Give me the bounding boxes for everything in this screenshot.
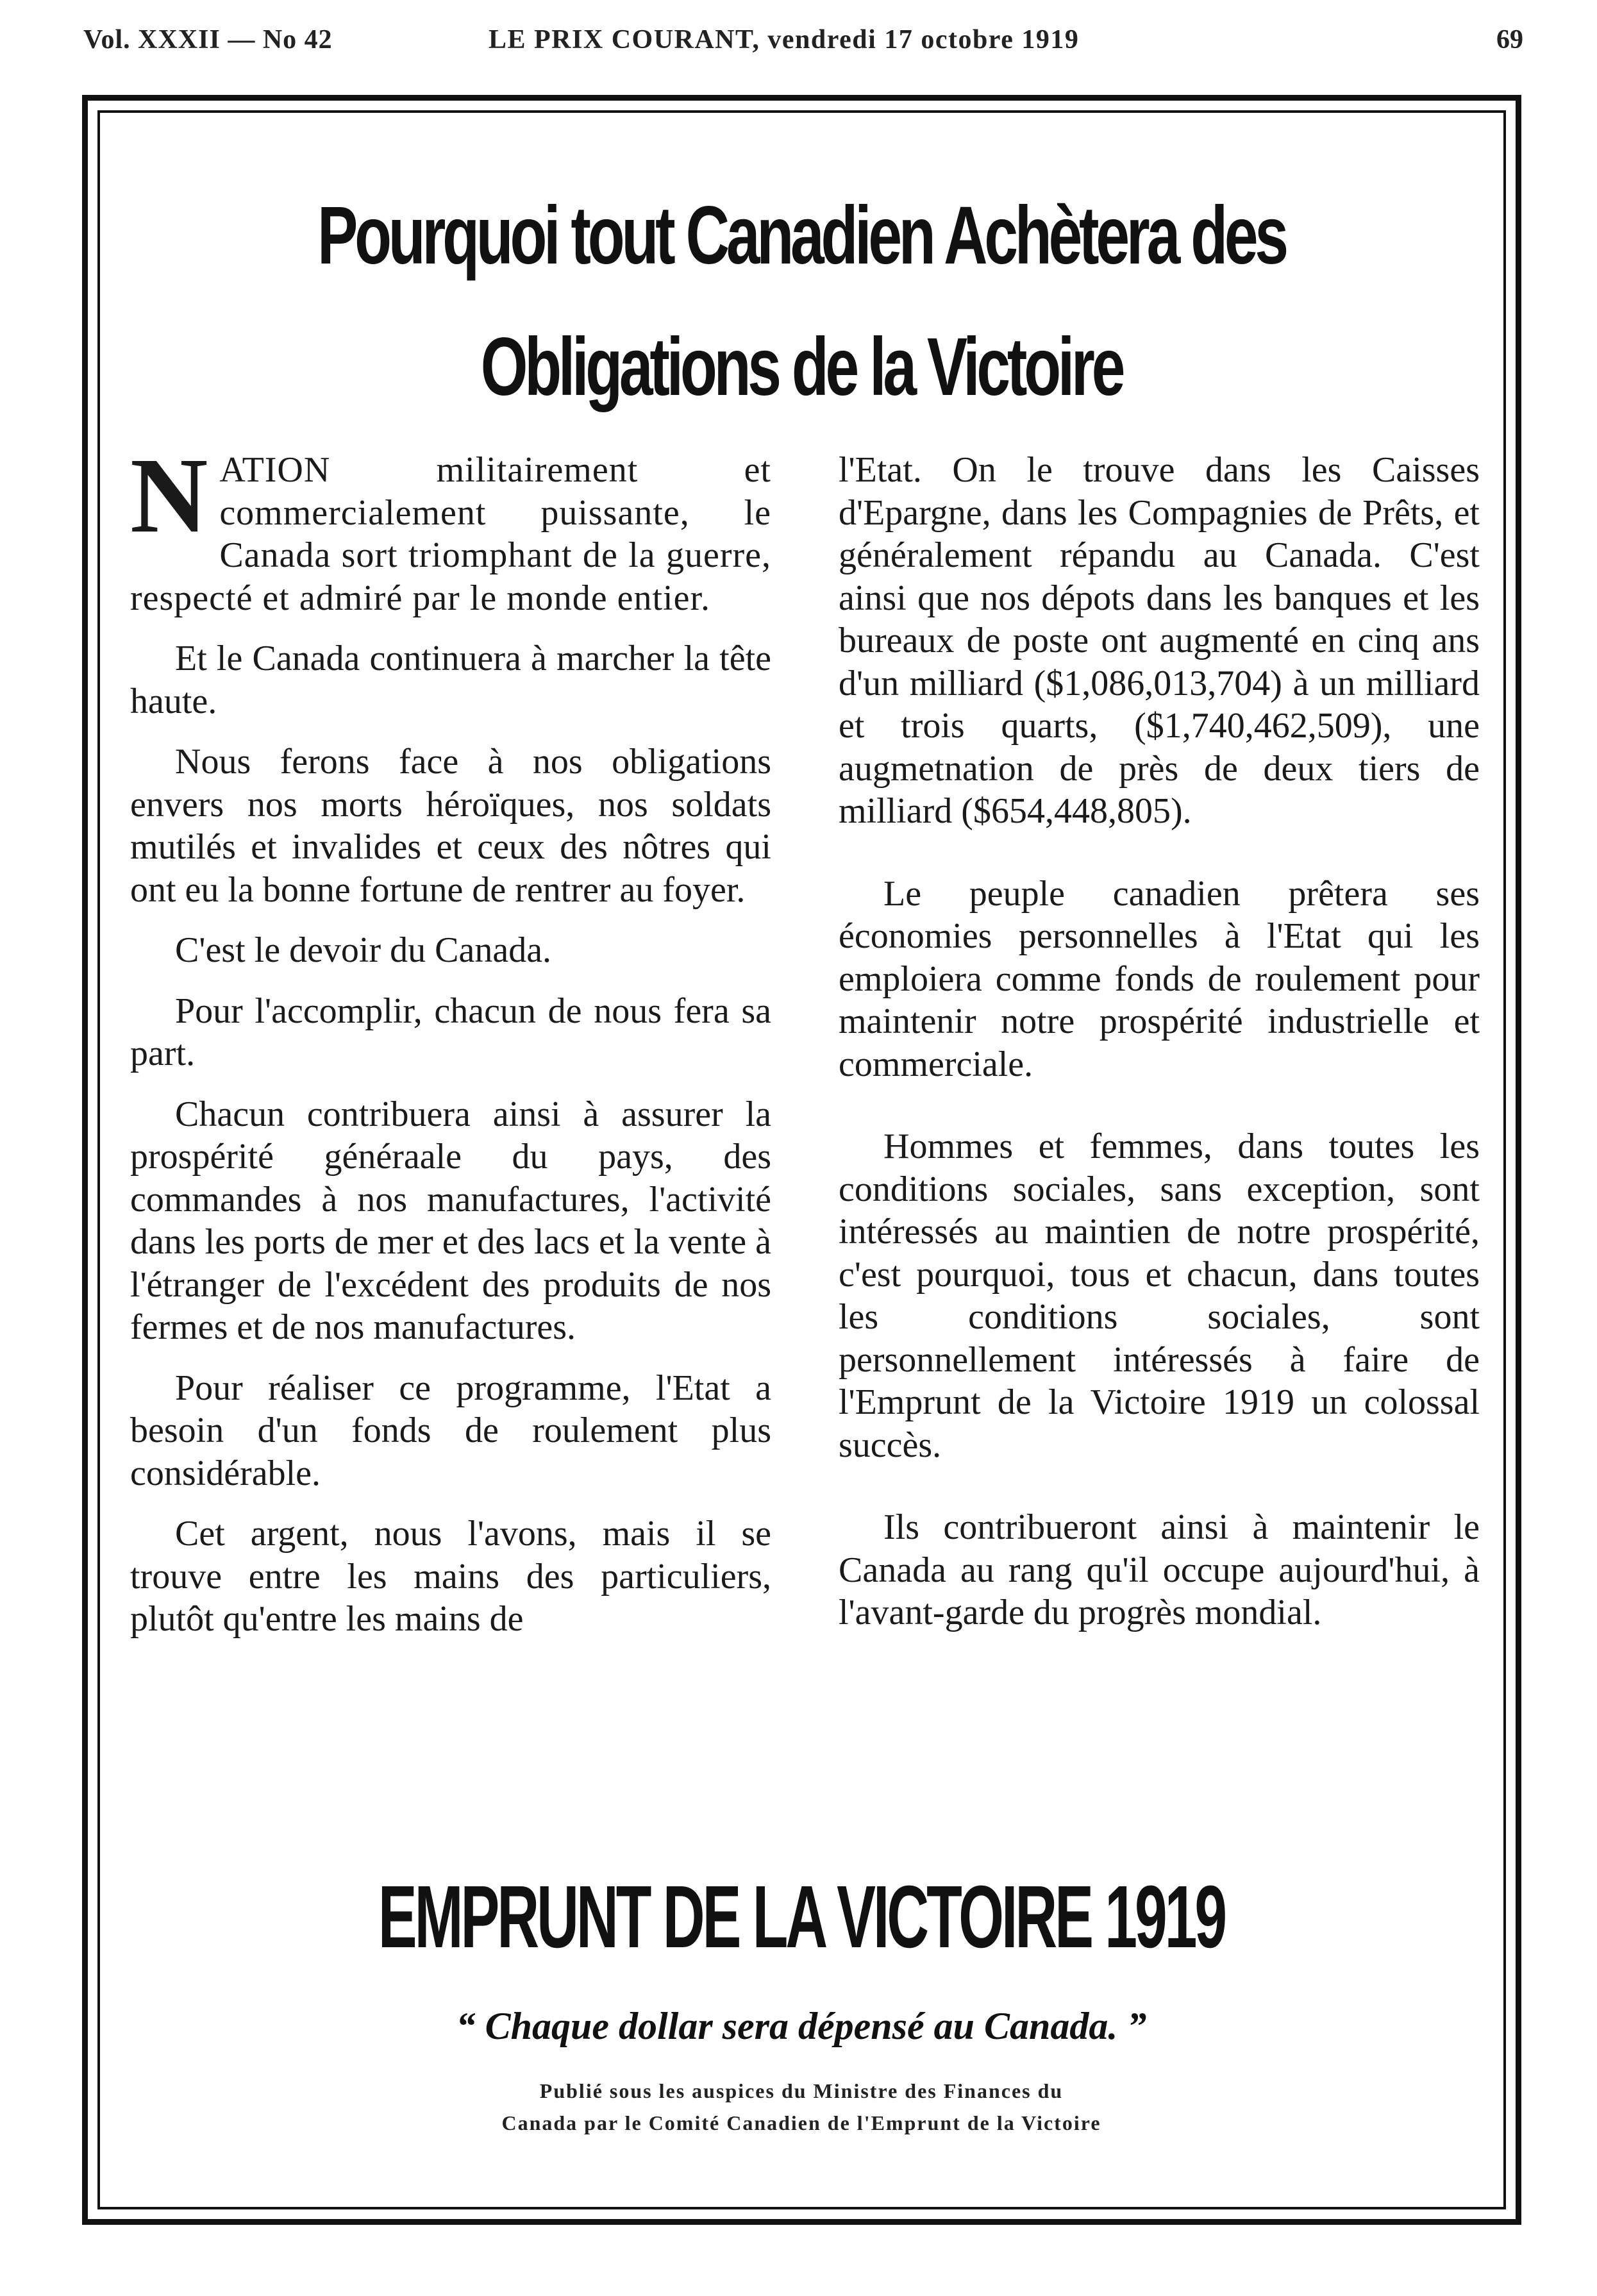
drop-cap: N <box>130 436 208 555</box>
continued-paragraph: l'Etat. On le trouve dans les Caisses d'Epargne, dans les Compagnies de Prêts, et généralement répandu au Canada. C'est ainsi que nos dépots dans les banques et les bureaux de poste ont augmenté en cinq ans d'un milliard ($1,086,013,704) à un milliard et trois quarts, ($1,740,462,509), une augmetnation de près de deux tiers de milliard ($654,448,805). <box>839 450 1480 831</box>
right-column <box>839 449 1480 1674</box>
running-header <box>0 24 1597 69</box>
credit-line: Publié sous les auspices du Ministre des Finances du <box>539 2079 1064 2102</box>
volume-number: Vol. XXXII — No 42 <box>83 25 333 54</box>
body-paragraph: Et le Canada continuera à marcher la tête haute. <box>130 639 771 721</box>
body-paragraph: C'est le devoir du Canada. <box>175 930 552 970</box>
advert-title: Pourquoi tout Canadien Achètera des Obligations de la Victoire <box>317 190 1285 413</box>
body-paragraph: Pour réaliser ce programme, l'Etat a besoin d'un fonds de roulement plus considérable. <box>130 1368 771 1493</box>
left-column <box>130 436 771 1659</box>
body-paragraph: Le peuple canadien prêtera ses économies personnelles à l'Etat qui les emploiera comme fonds de roulement pour maintenir notre prospérité industrielle et commerciale. <box>839 873 1480 1084</box>
campaign-name: EMPRUNT DE LA VICTOIRE 1919 <box>378 1868 1225 1966</box>
lead-paragraph <box>130 436 771 619</box>
body-paragraph: Chacun contribuera ainsi à assurer la prospérité généraale du pays, des commandes à nos manufactures, l'activité dans les ports de mer et des lacs et la vente à l'étranger de l'excédent des produits de nos fermes et de nos manufactures. <box>130 1094 771 1347</box>
body-paragraph: Nous ferons face à nos obligations envers nos morts héroïques, nos soldats mutilés et invalides et ceux des nôtres qui ont eu la bonne fortune de rentrer au foyer. <box>130 742 771 910</box>
credit-line: Canada par le Comité Canadien de l'Emprunt de la Victoire <box>501 2111 1101 2134</box>
body-paragraph: Hommes et femmes, dans toutes les conditions sociales, sans exception, sont intéressés au maintien de notre prospérité, c'est pourquoi, tous et chacun, dans toutes les conditions sociales, sont personnellement intéressés à faire de l'Emprunt de la Victoire 1919 un colossal succès. <box>839 1127 1480 1465</box>
lead-paragraph-text: ATION militairement et commercialement puissante, le Canada sort triomphant de la guerre, respecté et admiré par le monde entier. <box>130 450 771 618</box>
publisher-credit <box>128 2075 1475 2139</box>
publication-dateline: LE PRIX COURANT, vendredi 17 octobre 1919 <box>489 25 1080 54</box>
body-paragraph: Pour l'accomplir, chacun de nous fera sa part. <box>130 991 771 1073</box>
body-paragraph: Ils contribueront ainsi à maintenir le Canada au rang qu'il occupe aujourd'hui, à l'avant-garde du progrès mondial. <box>839 1507 1480 1632</box>
body-paragraph: Cet argent, nous l'avons, mais il se trouve entre les mains des particuliers, plutôt qu'entre les mains de <box>130 1514 771 1639</box>
slogan: “ Chaque dollar sera dépensé au Canada. ” <box>456 2005 1147 2047</box>
page-number: 69 <box>1496 25 1523 54</box>
